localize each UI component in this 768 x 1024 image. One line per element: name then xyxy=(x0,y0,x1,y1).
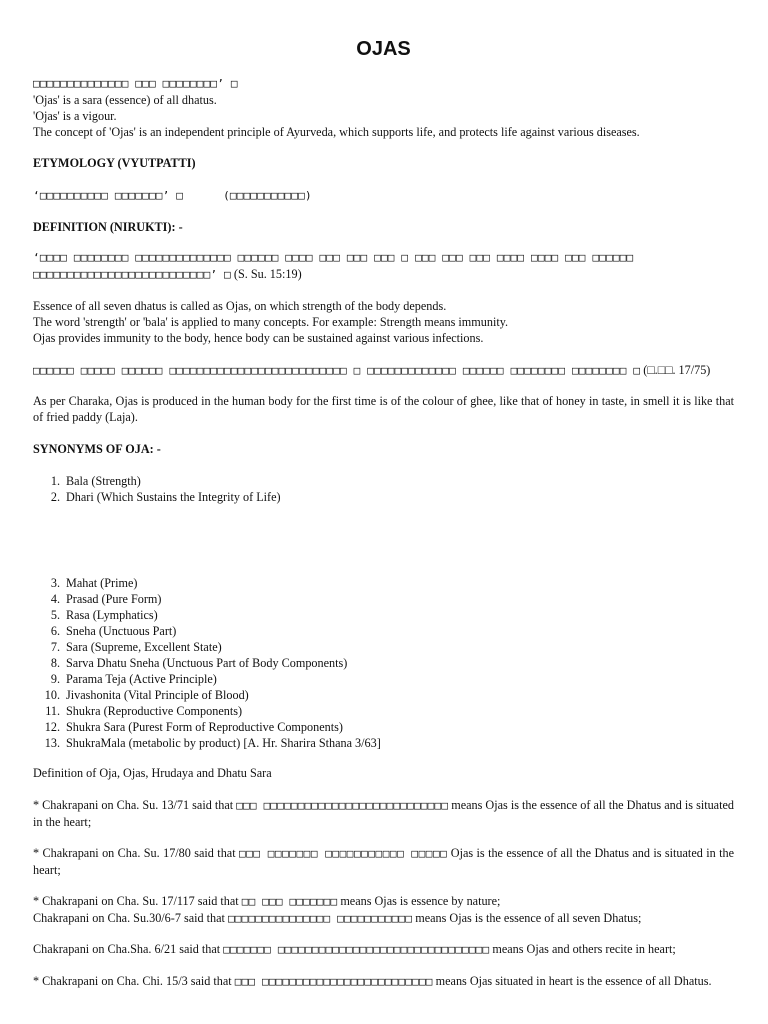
charaka-verse xyxy=(33,362,734,379)
synonym-text: Bala (Strength) xyxy=(66,474,141,488)
synonym-number: 3. xyxy=(50,576,60,590)
synonym-item xyxy=(33,575,734,591)
definition-heading: DEFINITION (NIRUKTI): - xyxy=(33,220,183,234)
synonyms-heading: SYNONYMS OF OJA: - xyxy=(33,442,161,456)
defs-p5-post: means Ojas and others recite in heart; xyxy=(492,942,676,956)
synonym-item xyxy=(33,607,734,623)
defs-p4-post: means Ojas is the essence of all seven Dhatus; xyxy=(415,911,642,925)
defs-paragraph-1 xyxy=(33,797,734,830)
synonyms-list-b xyxy=(33,575,734,751)
charaka-ref: (□.□□. 17/75) xyxy=(643,363,711,377)
synonym-text: Shukra Sara (Purest Form of Reproductive Components) xyxy=(66,720,343,734)
defs-p2-line2: the heart; xyxy=(33,846,735,877)
etymology-heading: ETYMOLOGY (VYUTPATTI) xyxy=(33,156,196,170)
definition-line-3: Ojas provides immunity to the body, hence body can be sustained against various infections. xyxy=(33,331,484,345)
defs-heading: Definition of Oja, Ojas, Hrudaya and Dhatu Sara xyxy=(33,766,272,780)
defs-p1-sanskrit: □□□ □□□□□□□□□□□□□□□□□□□□□□□□□□□ xyxy=(236,799,449,812)
synonym-item xyxy=(33,489,734,505)
defs-p6-post: means Ojas situated in heart is the essence of all xyxy=(435,974,671,988)
synonym-item xyxy=(33,719,734,735)
definition-line-2: The word 'strength' or 'bala' is applied to many concepts. For example: Strength means immunity. xyxy=(33,315,509,329)
intro-sanskrit: □□□□□□□□□□□□□□ □□□ □□□□□□□□’ □ xyxy=(33,77,238,90)
charaka-text: As per Charaka, Ojas is produced in the human body for the first time is of the colour of ghee, like that of honey in taste, in smell it is like that of fried paddy (Laja). xyxy=(33,394,734,424)
intro-line-3: The concept of 'Ojas' is an independent principle of Ayurveda, which supports life, and protects life against various diseases. xyxy=(33,125,640,139)
synonym-item xyxy=(33,623,734,639)
definition-sanskrit-line-1: ‘□□□□ □□□□□□□□ □□□□□□□□□□□□□□ □□□□□□ □□□□ □□□ □□□ □□□ □ □□□ □□□ □□□ □□□□ □□□□ □□□ □□□□□□ xyxy=(33,251,634,264)
synonym-item xyxy=(33,655,734,671)
definition-line-1: Essence of all seven dhatus is called as Ojas, on which strength of the body depends. xyxy=(33,299,447,313)
synonym-number: 2. xyxy=(50,490,60,504)
intro-line-1: 'Ojas' is a sara (essence) of all dhatus. xyxy=(33,93,217,107)
synonym-number: 9. xyxy=(50,672,60,686)
intro-line-2: 'Ojas' is a vigour. xyxy=(33,109,117,123)
synonym-number: 7. xyxy=(50,640,60,654)
defs-p6-sanskrit: □□□ □□□□□□□□□□□□□□□□□□□□□□□□□ xyxy=(234,975,433,988)
defs-p4-sanskrit: □□□□□□□□□□□□□□□ □□□□□□□□□□□ xyxy=(227,912,413,925)
synonym-number: 11. xyxy=(45,704,60,718)
synonym-item xyxy=(33,703,734,719)
defs-p3-post: means Ojas is essence by nature; xyxy=(340,894,501,908)
synonym-number: 13. xyxy=(44,736,60,750)
synonym-item xyxy=(33,591,734,607)
defs-p1-post: means Ojas is the essence of all the Dhatus and is xyxy=(451,798,694,812)
synonym-text: Sarva Dhatu Sneha (Unctuous Part of Body Components) xyxy=(66,656,348,670)
defs-p2-sanskrit: □□□ □□□□□□□ □□□□□□□□□□□ □□□□□ xyxy=(239,847,448,860)
synonym-text: Rasa (Lymphatics) xyxy=(66,608,158,622)
defs-paragraph-5 xyxy=(33,941,734,958)
defs-p4-pre: Chakrapani on Cha. Su.30/6-7 said that xyxy=(33,911,225,925)
synonym-number: 4. xyxy=(50,592,60,606)
defs-p1-line2: situated in the heart; xyxy=(33,798,734,829)
defs-p2-pre: * Chakrapani on Cha. Su. 17/80 said that xyxy=(33,846,236,860)
defs-p1-pre: * Chakrapani on Cha. Su. 13/71 said that xyxy=(33,798,234,812)
defs-p3-sanskrit: □□ □□□ □□□□□□□ xyxy=(241,895,338,908)
synonym-text: Parama Teja (Active Principle) xyxy=(66,672,217,686)
defs-p3-pre: * Chakrapani on Cha. Su. 17/117 said that xyxy=(33,894,239,908)
defs-p6-line2: Dhatus. xyxy=(673,974,712,988)
synonym-text: Shukra (Reproductive Components) xyxy=(66,704,243,718)
synonym-number: 10. xyxy=(44,688,60,702)
synonym-item xyxy=(33,735,734,751)
synonym-item xyxy=(33,473,734,489)
synonym-text: Dhari (Which Sustains the Integrity of Life) xyxy=(66,490,281,504)
synonym-text: Jivashonita (Vital Principle of Blood) xyxy=(66,688,249,702)
page-title: OJAS xyxy=(356,38,411,60)
synonym-text: Sara (Supreme, Excellent State) xyxy=(66,640,222,654)
synonym-text: Mahat (Prime) xyxy=(66,576,138,590)
defs-paragraph-3 xyxy=(33,893,734,927)
defs-p6-pre: * Chakrapani on Cha. Chi. 15/3 said that xyxy=(33,974,232,988)
etymology-verse xyxy=(33,187,734,204)
synonym-number: 5. xyxy=(50,608,60,622)
charaka-sanskrit: □□□□□□ □□□□□ □□□□□□ □□□□□□□□□□□□□□□□□□□□□□□□□□ □ □□□□□□□□□□□□□ □□□□□□ □□□□□□□□ □□□□□□□□ □ xyxy=(33,364,641,377)
defs-p5-sanskrit: □□□□□□□ □□□□□□□□□□□□□□□□□□□□□□□□□□□□□□□ xyxy=(223,943,490,956)
defs-paragraph-2 xyxy=(33,845,734,878)
definition-explanation xyxy=(33,298,734,346)
defs-p5-pre: Chakrapani on Cha.Sha. 6/21 said that xyxy=(33,942,221,956)
synonym-item xyxy=(33,671,734,687)
definition-ref: (S. Su. 15:19) xyxy=(233,267,302,281)
defs-p2-post: Ojas is the essence of all the Dhatus and is situated in xyxy=(450,846,716,860)
defs-paragraph-6 xyxy=(33,973,734,990)
synonym-text: Prasad (Pure Form) xyxy=(66,592,162,606)
synonym-text: ShukraMala (metabolic by product) [A. Hr. Sharira Sthana 3/63] xyxy=(66,736,381,750)
intro-section xyxy=(33,76,734,140)
definition-sanskrit-line-2: □□□□□□□□□□□□□□□□□□□□□□□□□□’ □ xyxy=(33,268,231,281)
synonym-text: Sneha (Unctuous Part) xyxy=(66,624,177,638)
synonym-item xyxy=(33,639,734,655)
synonym-number: 1. xyxy=(50,474,60,488)
synonym-item xyxy=(33,687,734,703)
synonym-number: 6. xyxy=(50,624,60,638)
definition-verse xyxy=(33,250,734,283)
synonym-number: 12. xyxy=(44,720,60,734)
synonym-number: 8. xyxy=(50,656,60,670)
etymology-source: (□□□□□□□□□□□) xyxy=(223,189,312,202)
etymology-sanskrit: ‘□□□□□□□□□□ □□□□□□□’ □ xyxy=(33,189,184,202)
synonyms-list-a xyxy=(33,473,734,505)
